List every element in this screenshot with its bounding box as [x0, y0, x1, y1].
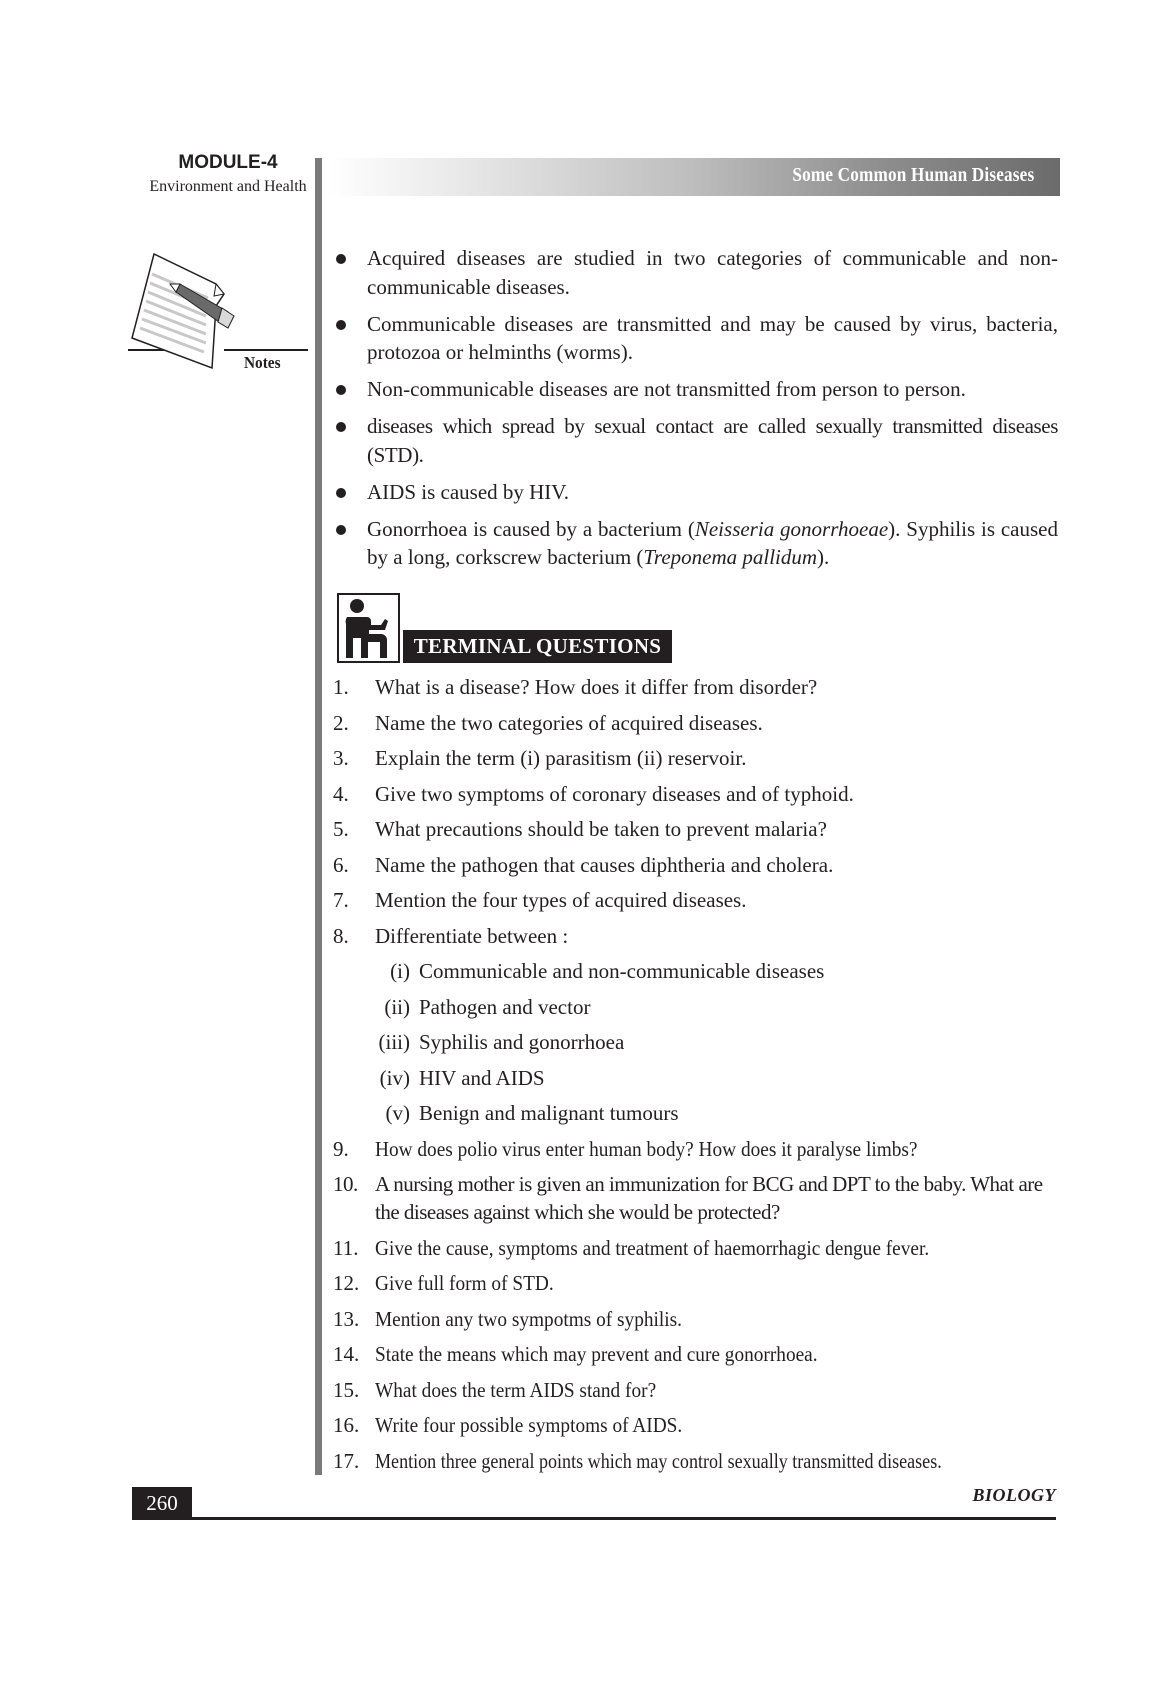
sub-question-number: (ii) [384, 994, 410, 1019]
module-subtitle: Environment and Health [149, 178, 307, 195]
question-number: 16. [333, 1413, 360, 1437]
question-number: 5. [333, 817, 349, 841]
question-item: 17. Mention three general points which may control sexually transmitted diseases. [333, 1448, 942, 1473]
summary-bullet: Communicable diseases are transmitted and may be caused by virus, bacteria, protozoa or helminths (worms). [330, 310, 1058, 367]
species-name: Treponema pallidum [643, 545, 818, 569]
module-title: MODULE-4 [178, 152, 278, 173]
summary-list [330, 244, 1058, 580]
notepad-pencil-icon [128, 246, 308, 376]
footer-rule [192, 1517, 1056, 1520]
question-item: 10. A nursing mother is given an immunization for BCG and DPT to the baby. What are the diseases against which she would be protected? [333, 1172, 1043, 1224]
question-item: 5. What precautions should be taken to prevent malaria? [333, 817, 827, 841]
bullet-dot-icon [336, 320, 346, 330]
sub-question-number: (iv) [379, 1065, 410, 1090]
summary-bullet: diseases which spread by sexual contact are called sexually transmitted diseases (STD). [330, 412, 1058, 469]
question-number: 9. [333, 1136, 349, 1161]
summary-bullet: Non-communicable diseases are not transmitted from person to person. [330, 375, 1058, 404]
bullet-dot-icon [336, 254, 346, 264]
question-item: 11. Give the cause, symptoms and treatment of haemorrhagic dengue fever. [333, 1235, 930, 1260]
question-item: 2. Name the two categories of acquired diseases. [333, 710, 763, 735]
question-number: 10. [333, 1172, 358, 1196]
bullet-dot-icon [336, 525, 346, 535]
question-item: 6. Name the pathogen that causes diphtheria and cholera. [333, 852, 834, 877]
question-item: 8. Differentiate between : [333, 923, 569, 948]
question-number: 1. [333, 675, 349, 699]
question-number: 2. [333, 710, 349, 735]
sub-question-item: (v) Benign and malignant tumours [330, 1099, 1060, 1127]
species-name: Neisseria gonorrhoeae [694, 516, 889, 541]
chapter-header [328, 158, 1060, 196]
terminal-questions-heading: TERMINAL QUESTIONS [403, 630, 672, 663]
question-item: 12. Give full form of STD. [333, 1271, 554, 1295]
question-number: 13. [333, 1306, 360, 1331]
sub-question-item: (i) Communicable and non-communicable diseases [330, 957, 1060, 985]
question-item: 16. Write four possible symptoms of AIDS. [333, 1413, 683, 1437]
question-item: 15. What does the term AIDS stand for? [333, 1377, 657, 1402]
question-number: 11. [333, 1235, 359, 1260]
chapter-title: Some Common Human Diseases [792, 164, 1034, 186]
summary-bullet: AIDS is caused by HIV. [330, 478, 1058, 507]
sub-question-item: (ii) Pathogen and vector [330, 993, 1060, 1021]
notes-label: Notes [244, 353, 281, 372]
margin-divider [315, 158, 322, 1475]
bullet-dot-icon [336, 488, 346, 498]
question-item: 9. How does polio virus enter human body? How does it paralyse limbs? [333, 1136, 918, 1161]
question-list [330, 673, 1060, 1482]
question-number: 14. [333, 1342, 360, 1366]
page-number: 260 [132, 1487, 192, 1520]
question-number: 7. [333, 888, 349, 912]
question-item: 3. Explain the term (i) parasitism (ii) reservoir. [333, 746, 747, 770]
student-writing-icon [337, 593, 400, 663]
subject-label: BIOLOGY [972, 1485, 1056, 1505]
summary-bullet: Acquired diseases are studied in two categories of communicable and non-communicable diseases. [330, 244, 1058, 301]
sub-question-number: (v) [385, 1101, 410, 1125]
summary-bullet: Gonorrhoea is caused by a bacterium (Neisseria gonorrhoeae). Syphilis is caused by a long, corkscrew bacterium (Treponema pallidum). [330, 515, 1058, 572]
question-item: 7. Mention the four types of acquired diseases. [333, 888, 747, 912]
bullet-dot-icon [336, 422, 346, 432]
question-number: 6. [333, 852, 349, 877]
question-number: 8. [333, 923, 349, 948]
sub-question-number: (i) [390, 959, 410, 983]
question-number: 17. [333, 1448, 360, 1473]
sub-question-item: (iv) HIV and AIDS [330, 1064, 1060, 1092]
question-number: 15. [333, 1377, 360, 1402]
question-number: 12. [333, 1271, 360, 1295]
question-item: 14. State the means which may prevent and cure gonorrhoea. [333, 1342, 818, 1366]
sub-question-number: (iii) [378, 1030, 410, 1054]
bullet-dot-icon [336, 385, 346, 395]
sub-question-item: (iii) Syphilis and gonorrhoea [330, 1028, 1060, 1056]
question-item: 4. Give two symptoms of coronary diseases and of typhoid. [333, 781, 854, 806]
question-item: 1. What is a disease? How does it differ from disorder? [333, 675, 818, 699]
question-number: 3. [333, 746, 349, 770]
question-number: 4. [333, 781, 349, 806]
question-item: 13. Mention any two sympotms of syphilis. [333, 1306, 682, 1331]
